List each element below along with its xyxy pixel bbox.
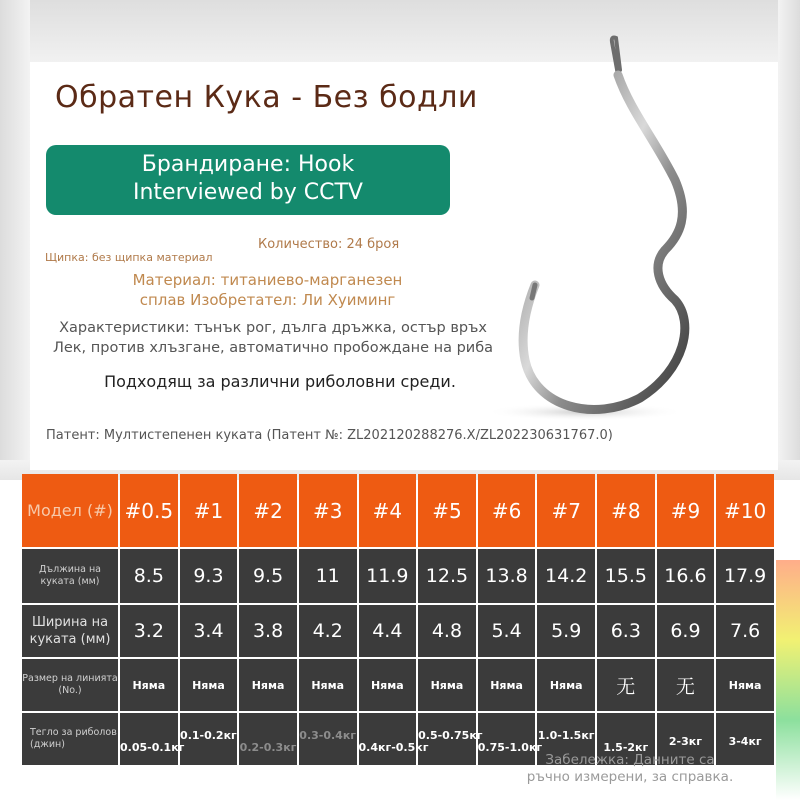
table-cell: #4: [359, 474, 417, 547]
table-cell: 4.2: [299, 605, 357, 657]
table-cell: Няма: [537, 659, 595, 711]
weight-value: 2-3кг: [668, 734, 702, 748]
quantity-text: Количество: 24 броя: [258, 237, 400, 252]
weight-value: 0.2-0.3кг: [239, 740, 297, 754]
features-text: [48, 318, 498, 358]
material-line-2: сплав Изобретател: Ли Хуиминг: [139, 291, 396, 309]
table-cell: #2: [239, 474, 297, 547]
table-cell: Няма: [716, 659, 774, 711]
table-cell: 4.8: [418, 605, 476, 657]
table-cell: Няма: [180, 659, 238, 711]
table-cell: #6: [478, 474, 536, 547]
table-header-row: [22, 474, 774, 547]
table-cell: 6.9: [657, 605, 715, 657]
table-cell: 5.4: [478, 605, 536, 657]
weight-value: 3-4кг: [728, 734, 762, 748]
note-line-1: Забележка: Данните са: [545, 752, 715, 768]
patent-text: Патент: Мултистепенен куката (Патент №: ZL202120288276.X/ZL202230631767.0): [46, 428, 613, 443]
table-cell: 7.6: [716, 605, 774, 657]
fishing-hook-icon: [480, 30, 740, 430]
table-cell: 17.9: [716, 549, 774, 603]
table-cell: Няма: [359, 659, 417, 711]
line-size-row-label: Размер на линията (No.): [22, 659, 118, 711]
table-cell: 8.5: [120, 549, 178, 603]
table-row-length: [22, 549, 774, 603]
table-cell: [358, 713, 429, 765]
table-cell: [120, 713, 185, 765]
material-text: [90, 270, 445, 310]
table-cell: #8: [597, 474, 655, 547]
table-cell: 16.6: [657, 549, 715, 603]
specs-table: [20, 472, 776, 767]
table-cell: [299, 713, 357, 765]
table-cell: #5: [418, 474, 476, 547]
table-cell: Няма: [299, 659, 357, 711]
table-cell: 14.2: [537, 549, 595, 603]
table-cell: 5.9: [537, 605, 595, 657]
decorative-color-strip: [776, 560, 800, 800]
material-line-1: Материал: титаниево-марганезен: [132, 271, 403, 289]
table-row-width: [22, 605, 774, 657]
table-cell: #10: [716, 474, 774, 547]
suitable-text: Подходящ за различни риболовни среди.: [104, 372, 456, 391]
table-cell: [180, 713, 238, 765]
weight-value: 0.1-0.2кг: [180, 728, 237, 742]
table-cell: 无: [597, 659, 655, 711]
brand-line-1: Брандиране: Hook: [141, 152, 355, 177]
features-line-2: Лек, против хлъзгане, автоматично пробождане на риба: [52, 340, 494, 356]
table-cell: 11: [299, 549, 357, 603]
table-cell: Няма: [120, 659, 178, 711]
table-cell: 4.4: [359, 605, 417, 657]
table-cell: #1: [180, 474, 238, 547]
table-cell: 9.5: [239, 549, 297, 603]
table-cell: #9: [657, 474, 715, 547]
weight-value: 0.4кг-0.5кг: [358, 740, 429, 754]
table-cell: 6.3: [597, 605, 655, 657]
table-cell: #0.5: [120, 474, 178, 547]
product-title: Обратен Кука - Без бодли: [55, 80, 478, 115]
table-cell: #7: [537, 474, 595, 547]
table-cell: Няма: [478, 659, 536, 711]
table-cell: 3.8: [239, 605, 297, 657]
table-cell: [239, 713, 297, 765]
weight-value: 0.75-1.0кг: [477, 740, 543, 754]
table-cell: 9.3: [180, 549, 238, 603]
weight-value: 0.05-0.1кг: [120, 740, 185, 754]
brand-banner: [46, 145, 450, 215]
measurement-note: [505, 752, 755, 786]
width-row-label: Ширина на куката (мм): [22, 605, 118, 657]
features-line-1: Характеристики: тънък рог, дълга дръжка, остър връх: [59, 320, 487, 336]
table-cell: 11.9: [359, 549, 417, 603]
weight-value: 0.3-0.4кг: [299, 728, 357, 742]
table-cell: 无: [657, 659, 715, 711]
table-cell: Няма: [239, 659, 297, 711]
weight-value: 0.5-0.75кг: [418, 728, 483, 742]
table-cell: 15.5: [597, 549, 655, 603]
note-line-2: ръчно измерени, за справка.: [526, 769, 734, 785]
brand-line-2: Interviewed by CCTV: [133, 180, 363, 205]
model-header-label: Модел (#): [22, 474, 118, 547]
weight-value: 1.0-1.5кг: [537, 728, 595, 742]
table-cell: [418, 713, 483, 765]
table-cell: 3.2: [120, 605, 178, 657]
background-frame-left: [0, 0, 30, 470]
weight-value: 1.5-2кг: [603, 740, 649, 754]
table-cell: 13.8: [478, 549, 536, 603]
weight-row-label: Тегло за риболов (джин): [22, 713, 118, 765]
table-cell: 12.5: [418, 549, 476, 603]
table-row-line-size: [22, 659, 774, 711]
length-row-label: Дължина на куката (мм): [22, 549, 118, 603]
background-frame-right: [778, 0, 800, 470]
table-cell: #3: [299, 474, 357, 547]
clip-text: Щипка: без щипка материал: [45, 251, 213, 264]
table-cell: 3.4: [180, 605, 238, 657]
table-cell: Няма: [418, 659, 476, 711]
